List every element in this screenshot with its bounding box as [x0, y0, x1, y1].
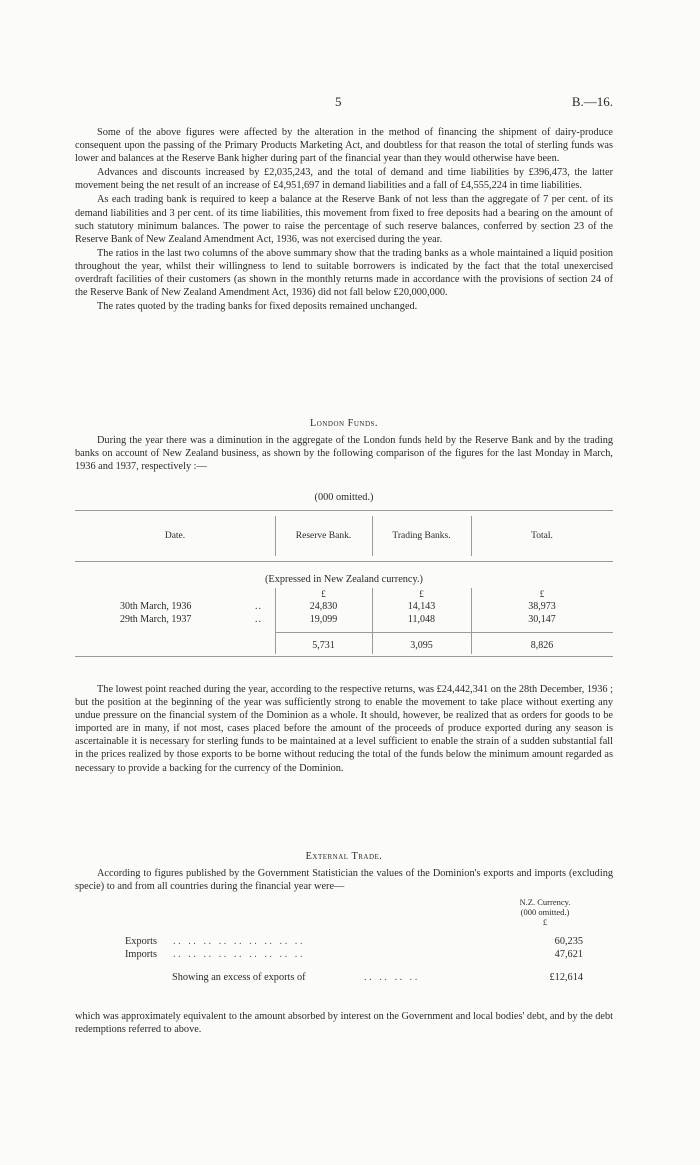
paragraph-shipment: Some of the above figures were affected by the alteration in the method of financing the shipment of dairy-produce consequent upon the passing of the Primary Products Marketing Act, and doubtless for that reason the total of sterling funds was lower and balances at the Reserve Bank higher during part of the financial year than they would otherwise have been. — [75, 127, 613, 165]
trade-row-imports: Imports .. .. .. .. .. .. .. .. .. 47,621 — [125, 949, 583, 960]
omitted-note: (000 omitted.) — [314, 492, 374, 503]
row-total: 38,973 — [528, 601, 556, 612]
row-trading: 14,143 — [407, 601, 436, 612]
currency-symbol: £ — [321, 589, 326, 599]
table-sum-rule — [275, 632, 613, 633]
page-header — [75, 95, 613, 111]
table-rule-top — [75, 510, 613, 511]
page-number: 5 — [335, 94, 342, 109]
currency-symbol: £ — [539, 589, 545, 599]
table-rule-mid — [75, 561, 613, 562]
row-total: 30,147 — [528, 614, 556, 625]
row-trading: 11,048 — [407, 614, 436, 625]
document-reference: B.—16. — [571, 94, 613, 109]
paragraph-ratios: The ratios in the last two columns of the above summary show that the trading banks as a whole maintained a liquid position throughout the year, whilst their willingness to lend to suitable borrowers is indicated by the fact that the total unexercised overdraft facilities of their customers (as shown in the monthly returns made in accordance with the provisions of section 24 of the Reserve Bank of New Zealand Amendment Act, 1936) did not fall below £20,000,000. — [75, 247, 613, 299]
row-reserve: 24,830 — [309, 601, 338, 612]
table-rule-bottom — [75, 656, 613, 657]
row-date: 30th March, 1936 — [120, 601, 192, 612]
difference-trading: 3,095 — [410, 640, 433, 651]
london-funds-paragraph: During the year there was a diminution in the aggregate of the London funds held by the Reserve Bank and by the trading banks on account of New Zealand business, as shown by the following comparison of the figures for the last Monday in March, 1936 and 1937, respectively :— — [75, 435, 613, 473]
final-paragraph: which was approximately equivalent to the amount absorbed by interest on the Government and local bodies' debt, and by the debt redemptions referred to above. — [75, 1011, 614, 1036]
table-subheading: (Expressed in New Zealand currency.) — [264, 574, 423, 585]
column-header-reserve: Reserve Bank. — [295, 531, 352, 541]
column-header-total: Total. — [531, 531, 553, 541]
row-reserve: 19,099 — [309, 614, 338, 625]
paragraph-advances: Advances and discounts increased by £2,035,243, and the total of demand and time liabilities by £396,473, the latter movement being the net result of an increase of £4,951,697 in demand liabilities and a fall of £4,555,224 in time liabilities. — [75, 167, 613, 192]
paragraph-reserve-balance: As each trading bank is required to keep a balance at the Reserve Bank of not less than the aggregate of 7 per cent. of its demand liabilities and 3 per cent. of its time liabilities, this movement from fixed to free deposits had a bearing on the amount of such statutory minimum balances. The power to raise the percentage of such reserve balances, conferred by section 23 of the Reserve Bank of New Zealand Amendment Act, 1936, was not exercised during the year. — [75, 194, 613, 245]
external-trade-paragraph: According to figures published by the Government Statistician the values of the Dominion's exports and imports (excluding specie) to and from all countries during the financial year were— — [75, 868, 613, 893]
column-header-date: Date. — [164, 531, 186, 541]
lowest-point-paragraph: The lowest point reached during the year, according to the respective returns, was £24,442,341 on the 28th December, 1936 ; but the position at the beginning of the year was sufficiently strong to enable the movement to take place without exerting any undue pressure on the financial system of the Dominion as a whole. It should, however, be realized that as orders for goods to be imported are in many, if not most, cases placed before the amount of the proceeds of produce exported during any season is ascertainable it is necessary for sterling funds to be maintained at a level sufficient to enable the strain of a sudden substantial fall in the prices realized by those exports to be borne without reducing the total of the funds below the minimum amount regarded as necessary to provide a backing for the currency of the Dominion. — [75, 684, 613, 774]
external-trade-heading: External Trade. — [305, 851, 383, 862]
paragraph-rates: The rates quoted by the trading banks for fixed deposits remained unchanged. — [97, 301, 418, 313]
london-funds-table — [75, 510, 613, 658]
trade-row-exports: Exports .. .. .. .. .. .. .. .. .. 60,235 — [125, 936, 583, 947]
currency-symbol: £ — [419, 589, 424, 599]
column-header-trading: Trading Banks. — [392, 531, 451, 541]
leader-dots: .. — [255, 601, 262, 612]
intro-paragraphs — [75, 126, 613, 313]
currency-column-header: N.Z. Currency. (000 omitted.) £ — [519, 897, 571, 927]
row-date: 29th March, 1937 — [120, 614, 192, 625]
london-funds-heading: London Funds. — [310, 418, 378, 429]
difference-reserve: 5,731 — [312, 640, 335, 651]
difference-total: 8,826 — [530, 640, 554, 651]
leader-dots: .. — [255, 614, 262, 625]
